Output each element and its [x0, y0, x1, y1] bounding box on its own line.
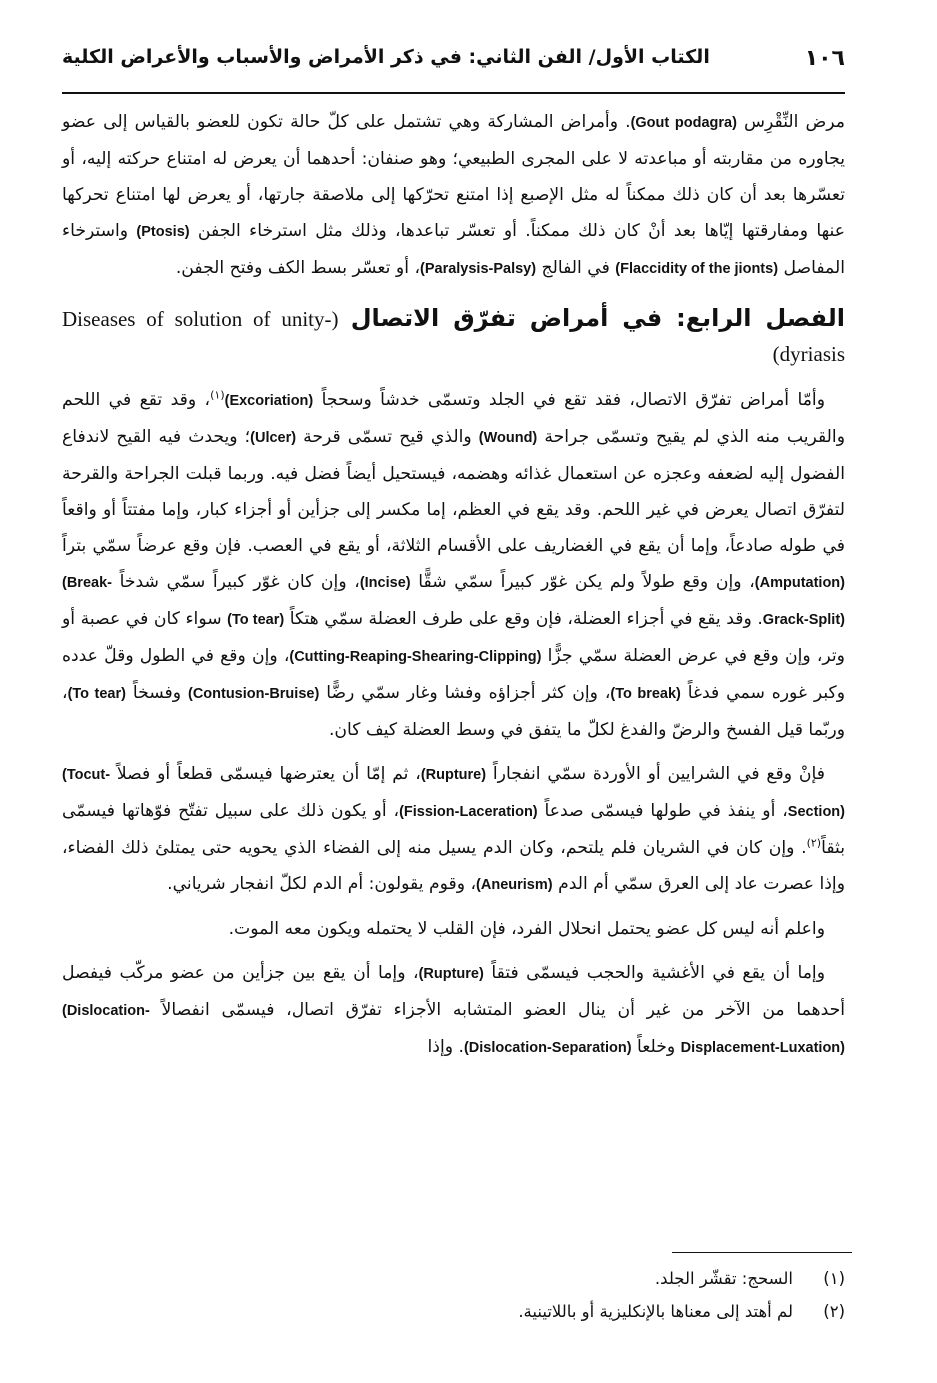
latin-term: (Cutting-Reaping-Shearing-Clipping): [289, 649, 542, 665]
latin-term: (Paralysis-Palsy): [420, 261, 537, 277]
text-run: . وإذا: [427, 1037, 464, 1057]
text-run: . وقد يقع في أجزاء العضلة، فإن وقع على طرف العضلة سمّي هتكاً: [289, 609, 763, 629]
section-heading: [62, 301, 845, 372]
latin-term: (Amputation): [754, 575, 845, 591]
latin-term: (To break): [610, 686, 681, 702]
text-run: ، وإن وقع في الطول وقلّ عدده وكبر غوره سمي فدغاً: [62, 646, 845, 703]
footnotes: [62, 1262, 845, 1328]
footnote-number: (٢): [823, 1302, 845, 1321]
latin-term: (Rupture): [418, 966, 484, 982]
text-run: مرض النِّقْرِس: [744, 112, 845, 132]
latin-term: (Ptosis): [136, 224, 190, 240]
latin-term: (Flaccidity of the jionts): [615, 261, 779, 277]
text-run: ، وإما أن يقع بين جزأين من عضو مركّب فيفصل أحدهما من الآخر من غير أن ينال العضو المتشابه الأجزاء تفرّق اتصال، فيسمّى انفصالاً: [62, 963, 845, 1020]
latin-term: (Rupture): [420, 767, 487, 783]
header-rule: [62, 92, 845, 94]
paragraph-4: [62, 911, 845, 947]
footnote: [62, 1262, 845, 1295]
text-run: . وأمراض المشاركة وهي تشتمل على كلّ حالة تكون للعضو بالقياس إلى عضو يجاوره من مقاربته أو مباعدته لا على المجرى الطبيعي؛ وهو صنفان: أحدهما أن يعرض له امتناع حركته إليه، أو تعسّرها بعد أن كان ذلك ممكناً له مثل الإصبع إذا امتنع تحرّكها إلى ملاصقة جارتها، أو يعرض لها امتناع تحركها عنها ومفارقتها إيّاها بعد أنْ كان ذلك ممكناً. أو تعسّر تباعدها، وذلك مثل استرخاء الجفن: [62, 112, 845, 241]
text-run: وفسخاً: [132, 683, 182, 703]
latin-term: (Dislocation-Displacement-Luxation): [62, 1003, 845, 1056]
latin-term: (To tear): [67, 686, 126, 702]
footnote-text: السحج: تقشّر الجلد.: [654, 1269, 793, 1288]
latin-term: (To tear): [227, 612, 285, 628]
latin-term: (Contusion-Bruise): [187, 686, 320, 702]
latin-term: (Gout podagra): [630, 115, 737, 131]
latin-term: (Tocut-Section): [62, 767, 845, 820]
section-title-arabic: الفصل الرابع: في أمراض تفرّق الاتصال: [350, 304, 845, 332]
text-run: ، وإن كثر أجزاؤه وفشا وغار سمّي رضًّا: [326, 683, 611, 703]
text-run: سواء كان في عصبة أو وتر، وإن وقع في عرض العضلة سمّي جزًّا: [62, 609, 845, 666]
paragraph-2: [62, 382, 845, 748]
text-run: فإنْ وقع في الشرايين أو الأوردة سمّي انفجاراً: [492, 764, 825, 784]
latin-term: (Wound): [478, 430, 538, 446]
text-run: ، وقد تقع في اللحم والقريب منه الذي لم يقيح وتسمّى جراحة: [62, 390, 845, 447]
text-run: وأمّا أمراض تفرّق الاتصال، فقد تقع في الجلد وتسمّى خدشاً وسحجاً: [321, 390, 826, 410]
paragraph-1: [62, 104, 845, 287]
text-run: ، وإن كان غوّر كبيراً سمّي شدخاً: [119, 572, 360, 592]
text-run: والذي قيح تسمّى قرحة: [303, 427, 472, 447]
text-run: ؛ ويحدث فيه القيح لاندفاع الفضول إليه لضعفه وعجزه عن استعمال غذائه وهضمه، فيستحيل أيضاً فضل فيه. وربما قبلت الجراحة والقرحة لتفرّق اتصال يعرض في غير اللحم. وقد يقع في العظم، إما مكسر إلى جزأين أو أجزاء كبار، وإما مفتتاً أو واقعاً في طوله صادعاً، وإما أن يقع في الغضاريف على الأقسام الثلاثة، أو يقع في العصب. فإن وقع عرضاً سمّي بتراً: [62, 427, 845, 556]
footnote-text: لم أهتد إلى معناها بالإنكليزية أو باللاتينية.: [518, 1302, 793, 1321]
latin-term: (Aneurism): [476, 877, 553, 893]
footnote-rule: [672, 1252, 852, 1253]
text-run: ، وقوم يقولون: أم الدم لكلّ انفجار شرياني.: [167, 874, 477, 894]
latin-term: (Excoriation): [224, 393, 314, 409]
footnote-ref: (٢): [806, 836, 822, 850]
text-run: واعلم أنه ليس كل عضو يحتمل انحلال الفرد، فإن القلب لا يحتمله ويكون معه الموت.: [228, 919, 825, 939]
latin-term: (Incise): [359, 575, 411, 591]
paragraph-5: [62, 955, 845, 1066]
text-run: ، وربّما قيل الفسخ والرضّ والفدغ لكلّ ما يتفق في وسط العضلة كيف كان.: [62, 683, 845, 740]
running-head: الكتاب الأول/ الفن الثاني: في ذكر الأمراض والأسباب والأعراض الكلية: [62, 46, 710, 68]
text-run: وإما أن يقع في الأغشية والحجب فيسمّى فتقاً: [491, 963, 825, 983]
section-title-english: (Diseases of solution of unity- dyriasis): [62, 307, 845, 366]
text-run: وخلعاً: [637, 1037, 676, 1057]
latin-term: (Break-Grack-Split): [62, 575, 845, 628]
paragraph-3: [62, 756, 845, 903]
text-run: ، وإن وقع طولاً ولم يكن غوّر كبيراً سمّي شقًّا: [418, 572, 755, 592]
text-run: واسترخاء المفاصل: [62, 221, 845, 278]
page-header: [62, 40, 845, 80]
body-text: [62, 104, 845, 1066]
footnote-ref: (١): [210, 388, 225, 402]
footnote: [62, 1295, 845, 1328]
text-run: ، أو تعسّر بسط الكف وفتح الجفن.: [175, 258, 420, 278]
page-number: ١٠٦: [804, 46, 845, 71]
text-run: في الفالج: [541, 258, 610, 278]
text-run: . وإن كان في الشريان فلم يلتحم، وكان الدم يسيل منه إلى الفضاء الذي يحويه حتى يمتلئ ذلك الفضاء، وإذا عصرت عاد إلى العرق سمّي أم الدم: [62, 838, 845, 894]
latin-term: (Fission-Laceration): [399, 804, 538, 820]
text-run: ، أو ينفذ في طولها فيسمّى صدعاً: [544, 801, 788, 821]
text-run: ، أو يكون ذلك على سبيل تفتّح فوّهاتها فيسمّى بثقاً: [62, 801, 845, 858]
footnote-number: (١): [823, 1269, 845, 1288]
latin-term: (Ulcer): [250, 430, 297, 446]
text-run: ، ثم إمّا أن يعترضها فيسمّى قطعاً أو فصلاً: [116, 764, 421, 784]
latin-term: (Dislocation-Separation): [463, 1040, 632, 1056]
